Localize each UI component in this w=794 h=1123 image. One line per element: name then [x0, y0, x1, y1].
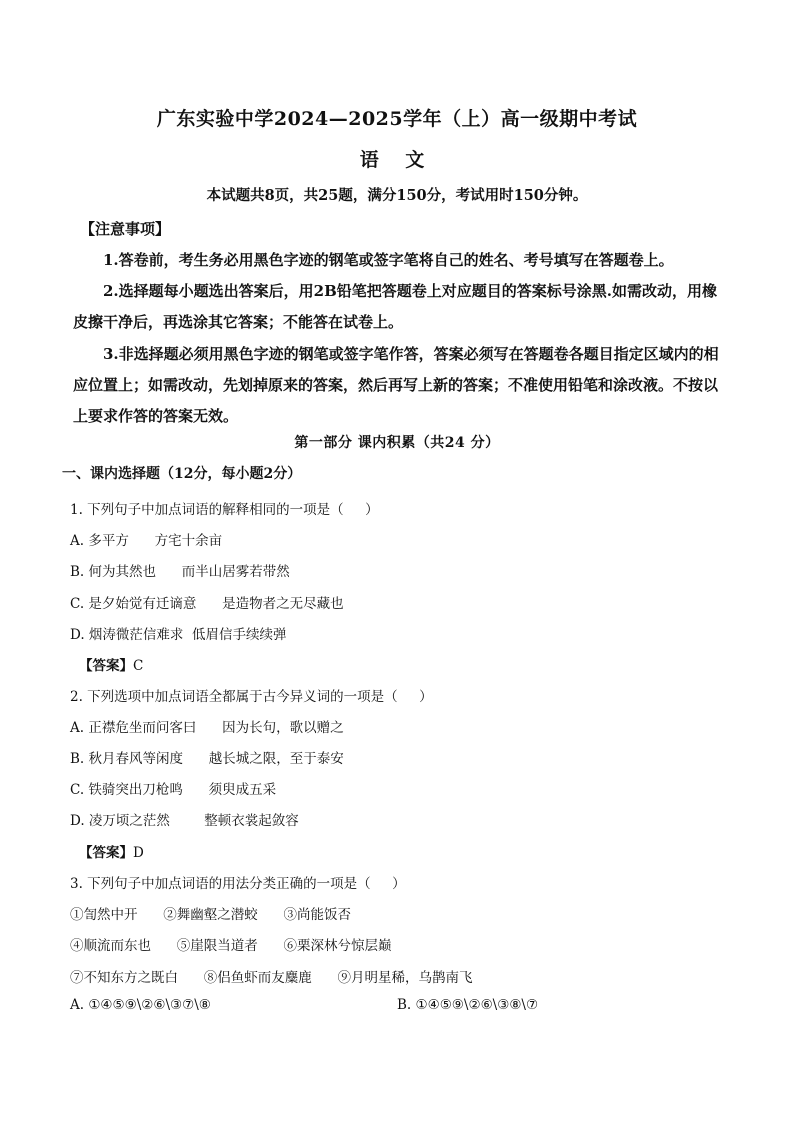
question-2-stem: 2. 下列选项中加点词语全都属于古今异义词的一项是（ ） — [70, 689, 433, 705]
notice-item-3: 3.非选择题必须用黑色字迹的钢笔或签字笔作答，答案必须写在答题卷各题目指定区域内的相应位置上；如需改动，先划掉原来的答案，然后再写上新的答案；不准使用铅笔和涂改液。不按以上要求作答的答案无效。 — [73, 345, 719, 425]
question-3-row-1: ①訇然中开 ②舞幽壑之潜蛟 ③尚能饭否 — [70, 907, 351, 923]
question-3-row-2: ④顺流而东也 ⑤崖限当道者 ⑥栗深林兮惊层巅 — [70, 938, 392, 954]
question-3-choice-b: B. ①④⑤⑨\②⑥\③⑧\⑦ — [397, 997, 539, 1013]
notice-item-2: 2.选择题每小题选出答案后，用2B铅笔把答题卷上对应题目的答案标号涂黑.如需改动，用橡皮擦干净后，再选涂其它答案；不能答在试卷上。 — [73, 282, 718, 331]
answer-value: C — [133, 658, 144, 674]
question-1-stem: 1. 下列句子中加点词语的解释相同的一项是（ ） — [70, 502, 379, 518]
question-1-answer — [79, 654, 143, 674]
question-2-option-b: B. 秋月春风等闲度 越长城之限，至于泰安 — [70, 751, 344, 767]
question-3-choice-a: A. ①④⑤⑨\②⑥\③⑦\⑧ — [70, 997, 211, 1013]
question-3-row-3: ⑦不知东方之既白 ⑧侣鱼虾而友麋鹿 ⑨月明星稀，乌鹊南飞 — [70, 970, 473, 986]
question-3-stem: 3. 下列句子中加点词语的用法分类正确的一项是（ ） — [70, 876, 406, 892]
answer-value: D — [133, 845, 144, 861]
question-2-option-a: A. 正襟危坐而问客曰 因为长句，歌以赠之 — [70, 720, 344, 736]
section-title: 一、课内选择题（12分，每小题2分） — [62, 466, 302, 482]
notice-heading: 【注意事项】 — [80, 220, 171, 238]
question-1-option-c: C. 是夕始觉有迁谪意 是造物者之无尽藏也 — [70, 596, 344, 612]
question-2-answer — [79, 841, 144, 861]
notice-item-1: 1.答卷前，考生务必用黑色字迹的钢笔或签字笔将自己的姓名、考号填写在答题卷上。 — [103, 251, 674, 269]
question-2-option-c: C. 铁骑突出刀枪鸣 须臾成五采 — [70, 782, 277, 798]
subject-title: 语 文 — [359, 149, 435, 171]
exam-info: 本试题共8页，共25题，满分150分，考试用时150分钟。 — [206, 187, 588, 204]
exam-title: 广东实验中学2024—2025学年（上）高一级期中考试 — [156, 108, 638, 130]
question-1-option-a: A. 多平方 方宅十余亩 — [70, 533, 223, 549]
question-1-option-d: D. 烟涛微茫信难求 低眉信手续续弹 — [70, 627, 287, 643]
question-1-option-b: B. 何为其然也 而半山居雾若带然 — [70, 564, 290, 580]
answer-label: 【答案】 — [79, 658, 133, 674]
answer-label: 【答案】 — [79, 845, 133, 861]
part-title: 第一部分 课内积累（共24 分） — [294, 435, 500, 451]
question-2-option-d: D. 凌万顷之茫然 整顿衣裳起敛容 — [70, 813, 299, 829]
